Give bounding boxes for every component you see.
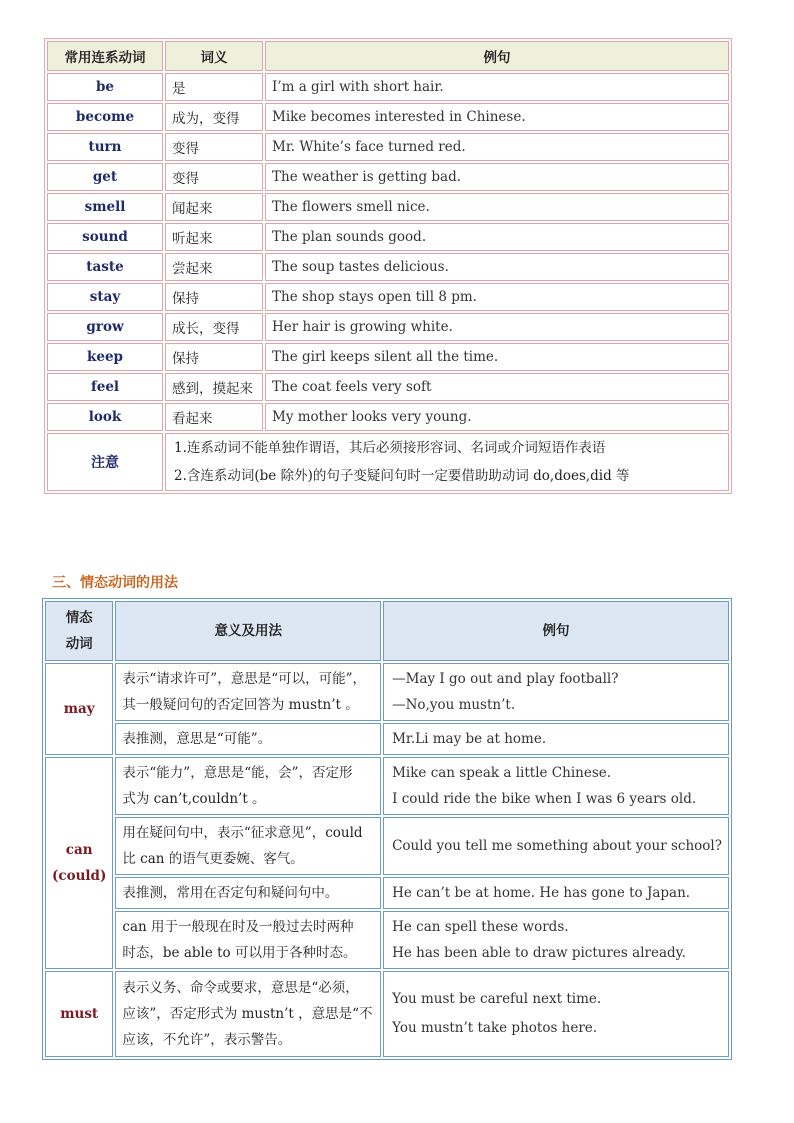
header-modal: [45, 601, 113, 661]
table-row: [47, 223, 729, 251]
example-cell: [383, 663, 729, 721]
example-line: Mr.Li may be at home.: [392, 731, 547, 747]
header-example: 例句: [383, 601, 729, 661]
usage-line: 应该”，否定形式为 mustn’t ，意思是“不: [122, 1006, 373, 1022]
table-row: [47, 133, 729, 161]
header-usage: 意义及用法: [115, 601, 381, 661]
verb-cell: sound: [47, 223, 163, 251]
usage-cell: [115, 877, 381, 909]
verb-cell: grow: [47, 313, 163, 341]
example-line: —No,you mustn’t.: [392, 697, 516, 713]
table-row: [47, 283, 729, 311]
meaning-cell: 是: [165, 73, 263, 101]
example-line: He can spell these words.: [392, 919, 569, 935]
meaning-cell: 变得: [165, 133, 263, 161]
example-cell: The weather is getting bad.: [265, 163, 729, 191]
usage-line: can 用于一般现在时及一般过去时两种: [122, 919, 354, 935]
example-cell: Mr. White’s face turned red.: [265, 133, 729, 161]
modal-verbs-table: [42, 598, 732, 1060]
modal-can-line1: can: [65, 842, 93, 858]
note-label: 注意: [47, 433, 163, 491]
meaning-cell: 闻起来: [165, 193, 263, 221]
meaning-cell: 成长，变得: [165, 313, 263, 341]
usage-line: 表推测，常用在否定句和疑问句中。: [122, 885, 339, 901]
example-line: I could ride the bike when I was 6 years old.: [392, 791, 697, 807]
example-line: You mustn’t take photos here.: [392, 1020, 598, 1036]
meaning-cell: 感到，摸起来: [165, 373, 263, 401]
usage-cell: [115, 757, 381, 815]
verb-cell: keep: [47, 343, 163, 371]
table-row: [47, 253, 729, 281]
example-cell: I’m a girl with short hair.: [265, 73, 729, 101]
verb-cell: smell: [47, 193, 163, 221]
example-cell: The coat feels very soft: [265, 373, 729, 401]
table-row: [47, 403, 729, 431]
table-row: [47, 343, 729, 371]
verb-cell: turn: [47, 133, 163, 161]
example-cell: The shop stays open till 8 pm.: [265, 283, 729, 311]
usage-cell: [115, 971, 381, 1057]
meaning-cell: 看起来: [165, 403, 263, 431]
usage-line: 式为 can’t,couldn’t 。: [122, 791, 266, 807]
table-row: [45, 723, 729, 755]
example-cell: The soup tastes delicious.: [265, 253, 729, 281]
table-row: [45, 911, 729, 969]
example-cell: My mother looks very young.: [265, 403, 729, 431]
usage-line: 用在疑问句中，表示“征求意见”，could: [122, 825, 363, 841]
section-title: 三、情态动词的用法: [52, 575, 178, 591]
example-cell: [383, 971, 729, 1057]
modal-must: must: [45, 971, 113, 1057]
usage-line: 应该，不允许”，表示警告。: [122, 1032, 292, 1048]
example-cell: [383, 817, 729, 875]
usage-line: 表推测，意思是“可能”。: [122, 731, 272, 747]
header-modal-line1: 情态: [65, 610, 93, 626]
usage-cell: [115, 663, 381, 721]
example-cell: Her hair is growing white.: [265, 313, 729, 341]
usage-line: 其一般疑问句的否定回答为 mustn’t 。: [122, 697, 359, 713]
header-meaning: 词义: [165, 41, 263, 71]
example-cell: The plan sounds good.: [265, 223, 729, 251]
meaning-cell: 尝起来: [165, 253, 263, 281]
table-row: [45, 817, 729, 875]
example-cell: [383, 911, 729, 969]
usage-cell: [115, 911, 381, 969]
meaning-cell: 保持: [165, 283, 263, 311]
note-line-1: 1.连系动词不能单独作谓语，其后必须接形容词、名词或介词短语作表语: [174, 440, 606, 456]
header-example: 例句: [265, 41, 729, 71]
modal-can: [45, 757, 113, 969]
example-cell: The flowers smell nice.: [265, 193, 729, 221]
table-row: [45, 877, 729, 909]
verb-cell: feel: [47, 373, 163, 401]
note-content: [165, 433, 729, 491]
verb-cell: look: [47, 403, 163, 431]
table-row: [47, 193, 729, 221]
usage-line: 表示“能力”，意思是“能，会”，否定形: [122, 765, 353, 781]
example-line: —May I go out and play football?: [392, 671, 619, 687]
verb-cell: taste: [47, 253, 163, 281]
header-modal-line2: 动词: [65, 636, 93, 652]
example-cell: [383, 757, 729, 815]
usage-cell: [115, 817, 381, 875]
table-row: [47, 163, 729, 191]
table-row: [47, 73, 729, 101]
verb-cell: become: [47, 103, 163, 131]
table-row: [47, 103, 729, 131]
example-line: He has been able to draw pictures already.: [392, 945, 686, 961]
verb-cell: get: [47, 163, 163, 191]
usage-line: 表示“请求许可”，意思是“可以，可能”，: [122, 671, 366, 687]
verb-cell: be: [47, 73, 163, 101]
verb-cell: stay: [47, 283, 163, 311]
note-line-2: 2.含连系动词(be 除外)的句子变疑问句时一定要借助助动词 do,does,did 等: [174, 468, 630, 484]
note-row: [47, 433, 729, 491]
meaning-cell: 变得: [165, 163, 263, 191]
table-row: [47, 313, 729, 341]
meaning-cell: 保持: [165, 343, 263, 371]
table-row: [45, 663, 729, 721]
usage-cell: [115, 723, 381, 755]
example-line: Could you tell me something about your school?: [392, 838, 722, 854]
usage-line: 表示义务、命令或要求，意思是“必须，: [122, 980, 359, 996]
example-cell: [383, 723, 729, 755]
example-cell: Mike becomes interested in Chinese.: [265, 103, 729, 131]
usage-line: 时态，be able to 可以用于各种时态。: [122, 945, 357, 961]
modal-can-line2: (could): [52, 868, 107, 884]
linking-verbs-table: [44, 38, 732, 494]
example-line: Mike can speak a little Chinese.: [392, 765, 612, 781]
table-row: [45, 757, 729, 815]
example-line: He can’t be at home. He has gone to Japan.: [392, 885, 691, 901]
example-cell: The girl keeps silent all the time.: [265, 343, 729, 371]
table-header-row: [47, 41, 729, 71]
meaning-cell: 听起来: [165, 223, 263, 251]
usage-line: 比 can 的语气更委婉、客气。: [122, 851, 304, 867]
meaning-cell: 成为，变得: [165, 103, 263, 131]
table-header-row: [45, 601, 729, 661]
example-cell: [383, 877, 729, 909]
table-row: [45, 971, 729, 1057]
example-line: You must be careful next time.: [392, 991, 602, 1007]
header-verb: 常用连系动词: [47, 41, 163, 71]
table-row: [47, 373, 729, 401]
linking-verbs-body: [47, 73, 729, 431]
modal-may: may: [45, 663, 113, 755]
